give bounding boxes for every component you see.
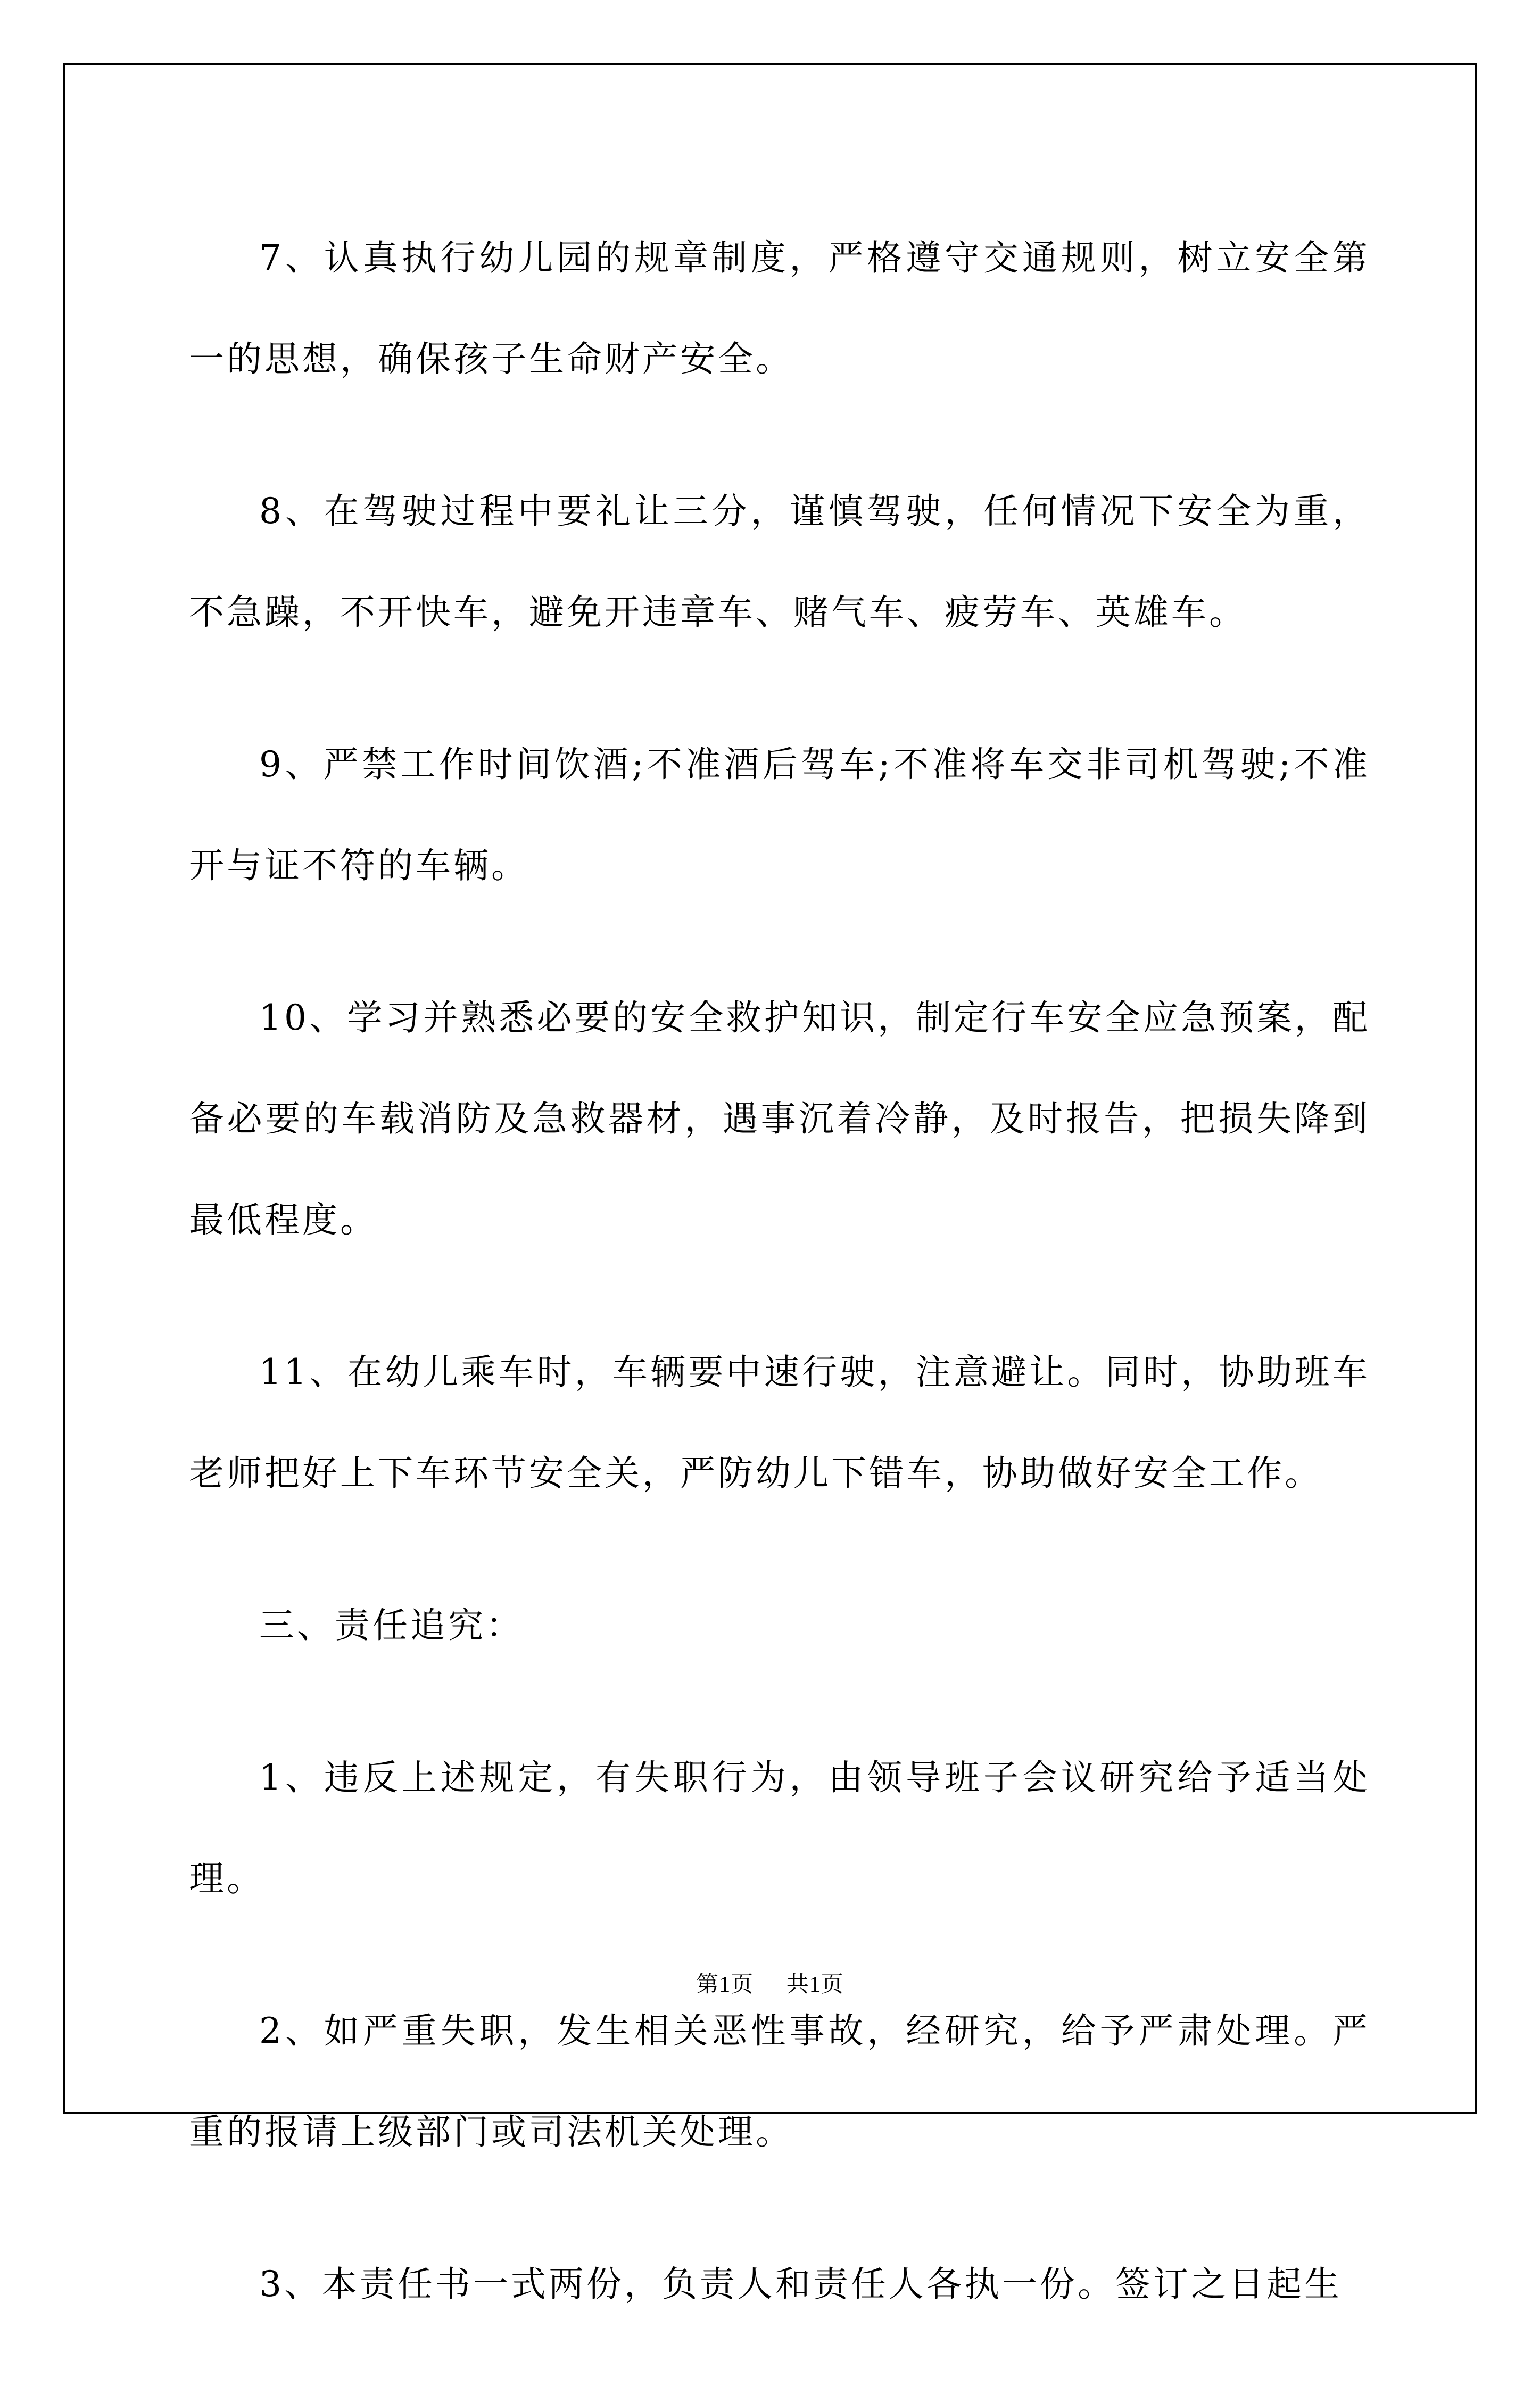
document-body [189, 208, 1370, 2386]
paragraph-item-3: 3、本责任书一式两份，负责人和责任人各执一份。签订之日起生 [259, 2264, 1342, 2305]
total-pages: 共1页 [786, 1973, 844, 1997]
paragraph-item-8: 8、在驾驶过程中要礼让三分，谨慎驾驶，任何情况下安全为重，不急躁，不开快车，避免开违章车、赌气车、疲劳车、英雄车。 [189, 491, 1370, 633]
paragraph-item-9: 9、严禁工作时间饮酒;不准酒后驾车;不准将车交非司机驾驶;不准开与证不符的车辆。 [189, 744, 1370, 886]
paragraph-item-1: 1、违反上述规定，有失职行为，由领导班子会议研究给予适当处理。 [189, 1757, 1370, 1899]
paragraph-item-2: 2、如严重失职，发生相关恶性事故，经研究，给予严肃处理。严重的报请上级部门或司法机关处理。 [189, 2010, 1370, 2152]
page-number: 第1页 [696, 1973, 754, 1997]
paragraph-item-7: 7、认真执行幼儿园的规章制度，严格遵守交通规则，树立安全第一的思想，确保孩子生命财产安全。 [189, 237, 1370, 379]
paragraph-item-11: 11、在幼儿乘车时，车辆要中速行驶，注意避让。同时，协助班车老师把好上下车环节安全关，严防幼儿下错车，协助做好安全工作。 [189, 1352, 1370, 1494]
page-footer [0, 1969, 1540, 2001]
paragraph-item-10: 10、学习并熟悉必要的安全救护知识，制定行车安全应急预案，配备必要的车载消防及急救器材，遇事沉着冷静，及时报告，把损失降到最低程度。 [189, 997, 1370, 1240]
section-heading: 三、责任追究： [259, 1605, 524, 1646]
